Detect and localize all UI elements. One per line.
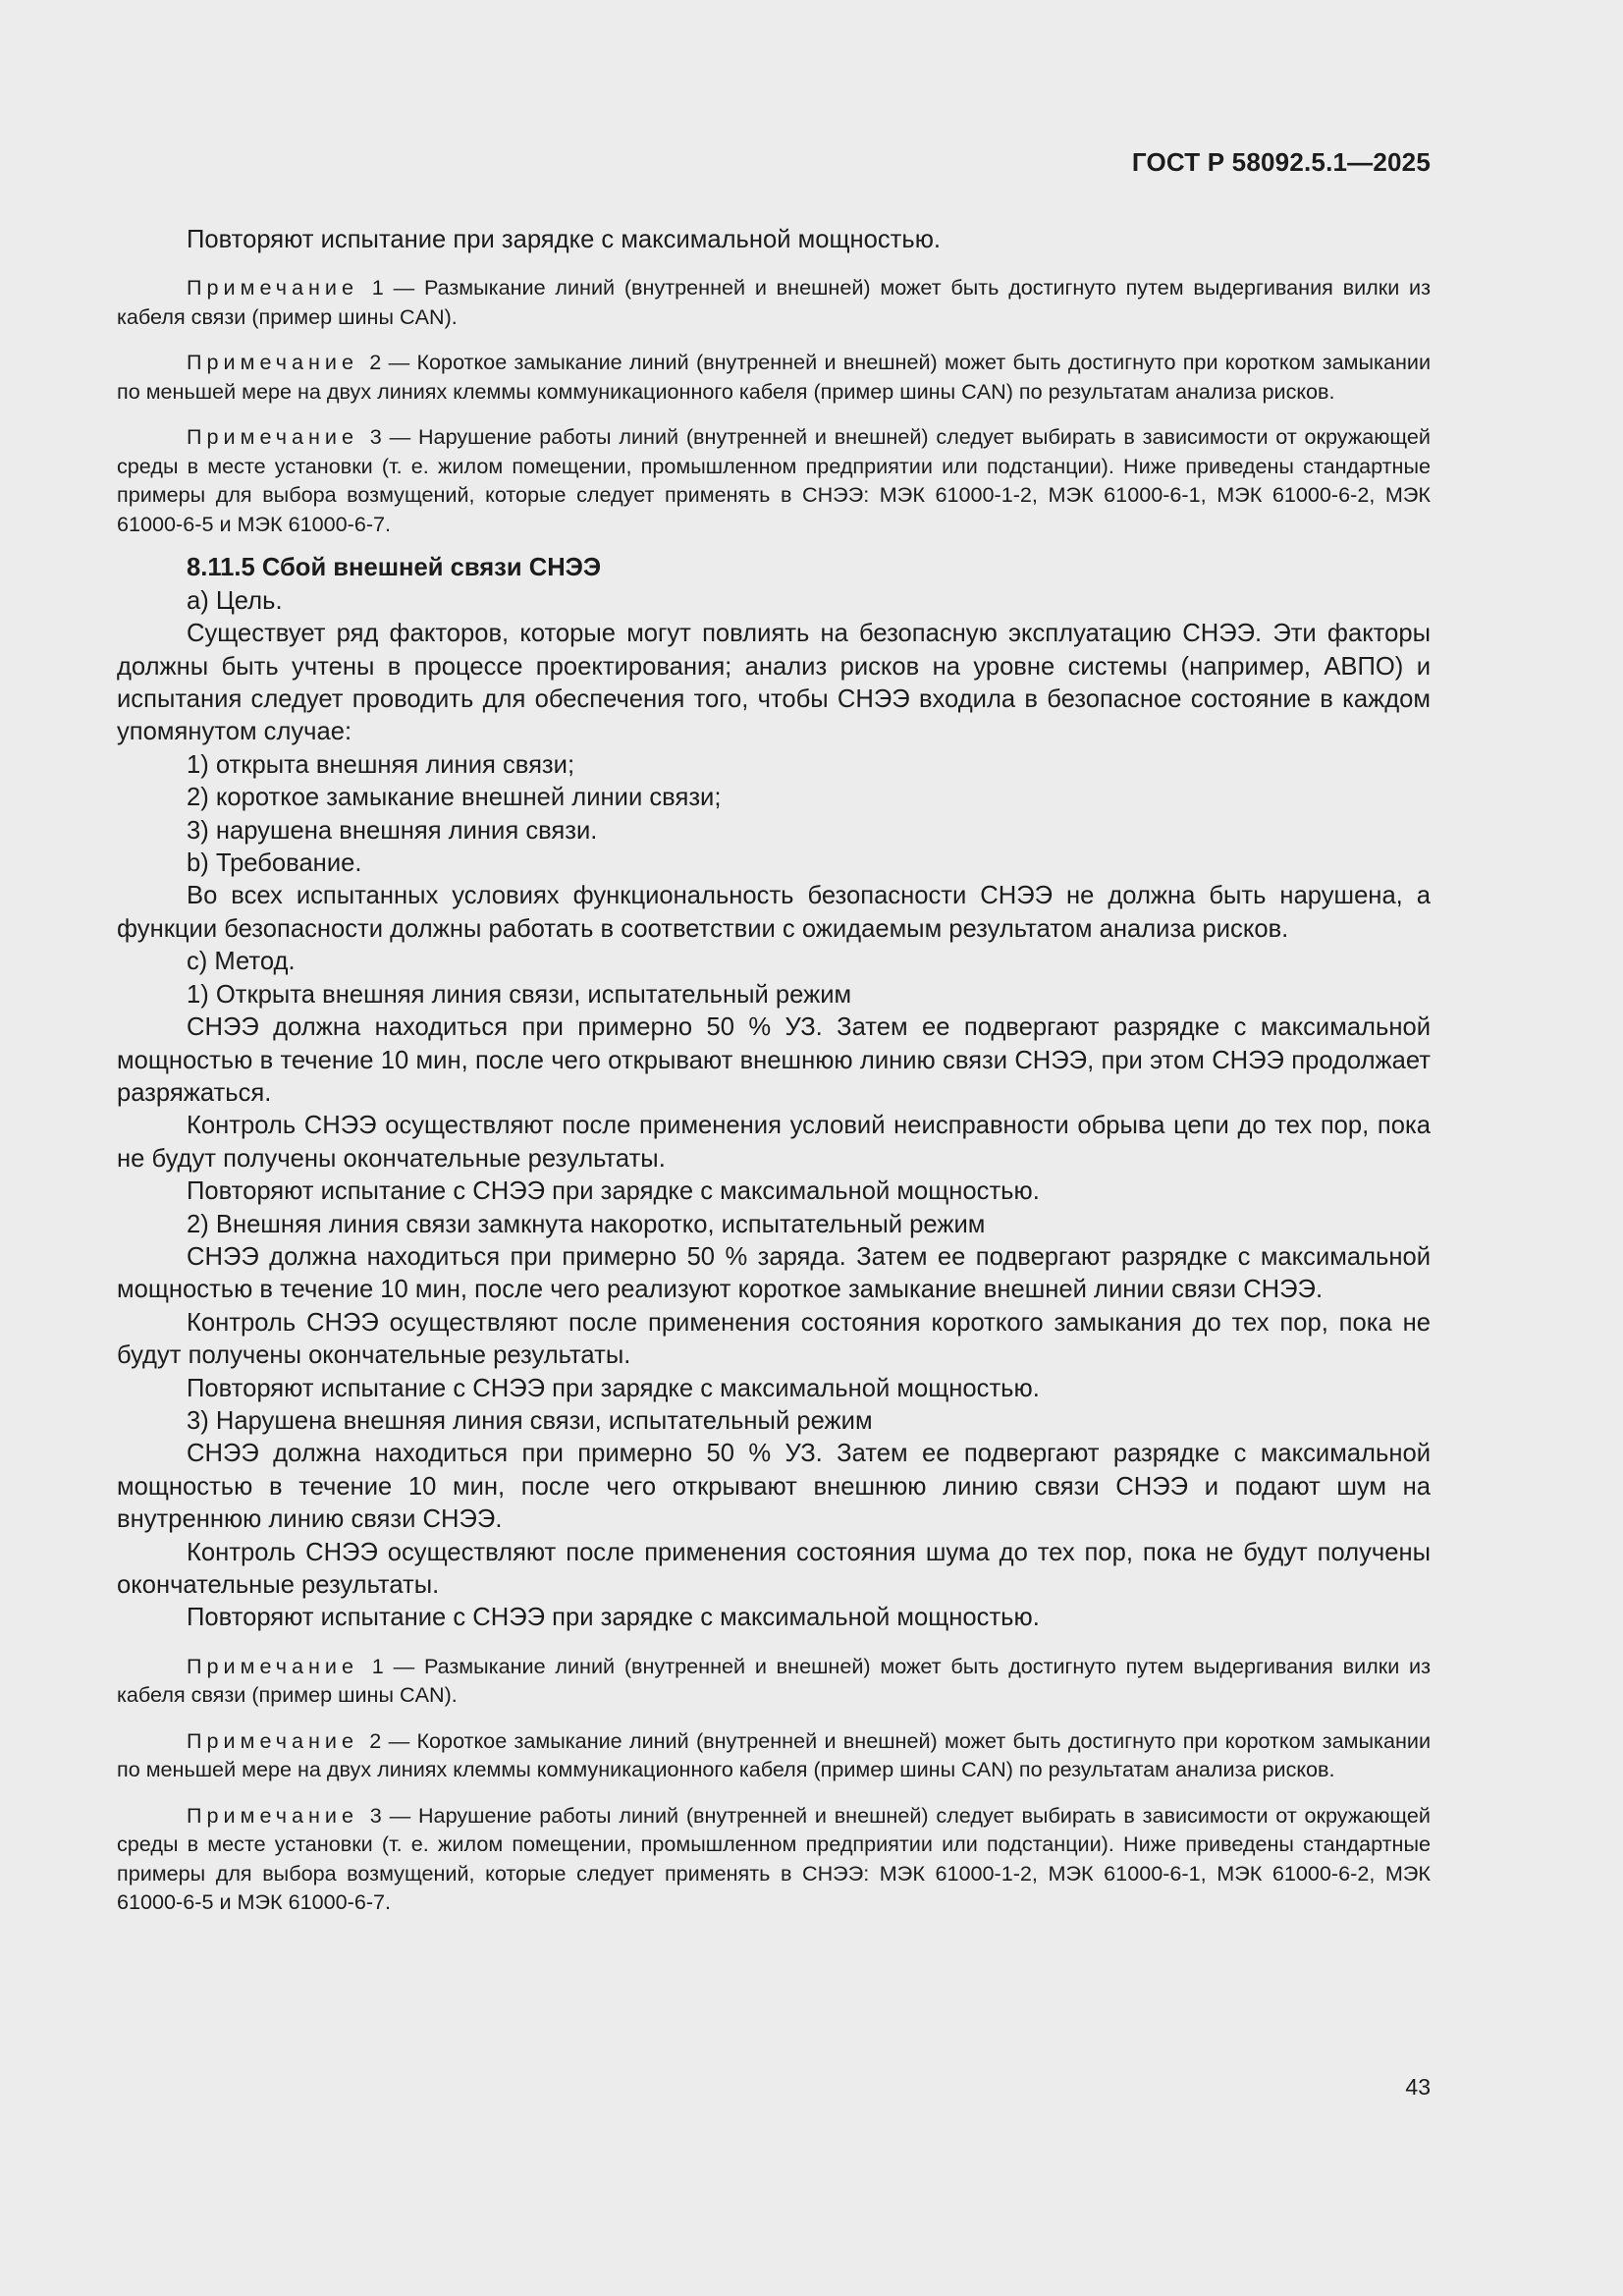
note-label: Примечание [187, 1653, 358, 1678]
note-text: 2 — Короткое замыкание линий (внутренней и внешней) может быть достигнуто при коротком замыкании по меньшей мере на двух линиях клеммы коммуникационного кабеля (пример шины CAN) по результатам анализа рисков. [117, 350, 1432, 404]
note-label: Примечание [187, 1802, 358, 1828]
page-content [117, 224, 1431, 1917]
method-3-paragraph: Контроль СНЭЭ осуществляют после применения состояния шума до тех пор, пока не будут получены окончательные результаты. [117, 1538, 1431, 1599]
method-1-paragraph: Контроль СНЭЭ осуществляют после применения условий неисправности обрыва цепи до тех пор, пока не будут получены окончательные результаты. [117, 1112, 1431, 1173]
method-2-paragraph: Повторяют испытание с СНЭЭ при зарядке с максимальной мощностью. [187, 1374, 1040, 1402]
list-item: 1) открыта внешняя линия связи; [187, 750, 575, 779]
section-heading: 8.11.5 Сбой внешней связи СНЭЭ [187, 554, 602, 582]
document-code: ГОСТ Р 58092.5.1—2025 [1131, 147, 1431, 177]
note-label: Примечание [187, 275, 358, 301]
note-label: Примечание [187, 350, 358, 375]
note-text: 2 — Короткое замыкание линий (внутренней и внешней) может быть достигнуто при коротком замыкании по меньшей мере на двух линиях клеммы коммуникационного кабеля (пример шины CAN) по результатам анализа рисков. [117, 1727, 1432, 1782]
note-1-top [117, 273, 1431, 331]
note-3-top [117, 422, 1431, 538]
method-1-paragraph: СНЭЭ должна находиться при примерно 50 % УЗ. Затем ее подвергают разрядке с максимальной мощностью в течение 10 мин, после чего открывают внешнюю линию связи СНЭЭ, при этом СНЭЭ продолжает разряжаться. [117, 1013, 1431, 1107]
page-number: 43 [1405, 2074, 1431, 2100]
item-b-text: Во всех испытанных условиях функциональность безопасности СНЭЭ не должна быть нарушена, а функции безопасности должны работать в соответствии с ожидаемым результатом анализа рисков. [117, 882, 1431, 943]
method-2-paragraph: СНЭЭ должна находиться при примерно 50 % заряда. Затем ее подвергают разрядке с максимальной мощностью в течение 10 мин, после чего реализуют короткое замыкание внешней линии связи СНЭЭ. [117, 1242, 1431, 1304]
method-3-title: 3) Нарушена внешняя линия связи, испытательный режим [187, 1406, 873, 1435]
item-a-text: Существует ряд факторов, которые могут повлиять на безопасную эксплуатацию СНЭЭ. Эти факторы должны быть учтены в процессе проектирования; анализ рисков на уровне системы (например, АВПО) и испытания следует проводить для обеспечения того, чтобы СНЭЭ входила в безопасное состояние в каждом упомянутом случае: [117, 620, 1431, 746]
note-1-bottom [117, 1652, 1431, 1710]
note-text: 1 — Размыкание линий (внутренней и внешней) может быть достигнуто путем выдергивания вилки из кабеля связи (пример шины CAN). [117, 1653, 1431, 1708]
note-2-top [117, 348, 1431, 406]
note-text: 3 — Нарушение работы линий (внутренней и внешней) следует выбирать в зависимости от окружающей среды в месте установки (т. е. жилом помещении, промышленном предприятии или подстанции). Ниже приведены стандартные примеры для выбора возмущений, которые следует применять в СНЭЭ: МЭК 61000-1-2, МЭК 61000-6-1, МЭК 61000-6-2, МЭК 61000-6-5 и МЭК 61000-6-7. [117, 424, 1431, 536]
item-c-label: c) Метод. [187, 948, 296, 976]
list-item: 2) короткое замыкание внешней линии связи; [187, 784, 722, 812]
note-text: 1 — Размыкание линий (внутренней и внешней) может быть достигнуто путем выдергивания вилки из кабеля связи (пример шины CAN). [117, 275, 1431, 329]
item-a-label: а) Цель. [187, 586, 283, 615]
method-2-title: 2) Внешняя линия связи замкнута накоротко, испытательный режим [187, 1210, 986, 1238]
method-1-title: 1) Открыта внешняя линия связи, испытательный режим [187, 980, 852, 1009]
method-2-paragraph: Контроль СНЭЭ осуществляют после применения состояния короткого замыкания до тех пор, пока не будут получены окончательные результаты. [117, 1308, 1431, 1370]
note-3-bottom [117, 1801, 1431, 1917]
note-label: Примечание [187, 1727, 358, 1753]
note-text: 3 — Нарушение работы линий (внутренней и внешней) следует выбирать в зависимости от окружающей среды в месте установки (т. е. жилом помещении, промышленном предприятии или подстанции). Ниже приведены стандартные примеры для выбора возмущений, которые следует применять в СНЭЭ: МЭК 61000-1-2, МЭК 61000-6-1, МЭК 61000-6-2, МЭК 61000-6-5 и МЭК 61000-6-7. [117, 1802, 1431, 1915]
paragraph-intro: Повторяют испытание при зарядке с максимальной мощностью. [187, 226, 942, 253]
list-item: 3) нарушена внешняя линия связи. [187, 816, 598, 845]
method-3-paragraph: СНЭЭ должна находиться при примерно 50 % УЗ. Затем ее подвергают разрядке с максимальной мощностью в течение 10 мин, после чего открывают внешнюю линию связи СНЭЭ и подают шум на внутреннюю линию связи СНЭЭ. [117, 1440, 1431, 1534]
item-b-label: b) Требование. [187, 849, 362, 878]
note-label: Примечание [187, 424, 358, 450]
method-1-paragraph: Повторяют испытание с СНЭЭ при зарядке с максимальной мощностью. [187, 1177, 1040, 1206]
note-2-bottom [117, 1726, 1431, 1784]
method-3-paragraph: Повторяют испытание с СНЭЭ при зарядке с максимальной мощностью. [187, 1604, 1040, 1632]
